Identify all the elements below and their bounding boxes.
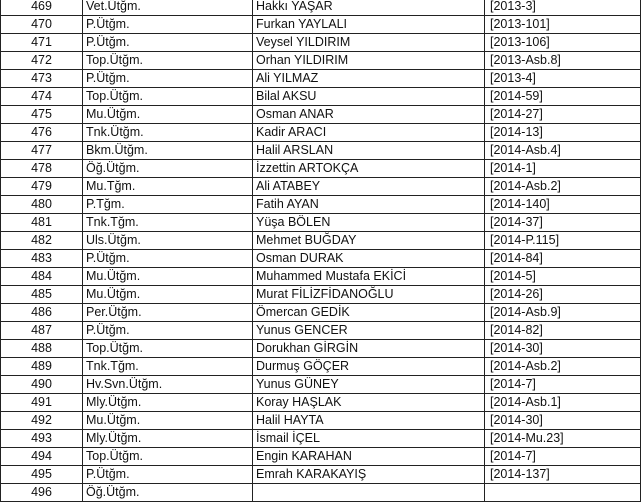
code-cell: [2014-84] xyxy=(485,250,641,268)
name-cell: Fatih AYAN xyxy=(253,196,485,214)
table-row xyxy=(1,484,641,502)
code-cell: [2014-37] xyxy=(485,214,641,232)
rank-cell: P.Tğm. xyxy=(83,196,253,214)
name-cell: Ali ATABEY xyxy=(253,178,485,196)
row-number: 474 xyxy=(1,88,83,106)
rank-cell: Mu.Tğm. xyxy=(83,178,253,196)
table-row xyxy=(1,448,641,466)
code-cell: [2014-5] xyxy=(485,268,641,286)
code-cell: [2014-7] xyxy=(485,448,641,466)
name-cell: Kadir ARACI xyxy=(253,124,485,142)
row-number: 478 xyxy=(1,160,83,178)
rank-cell: Tnk.Tğm. xyxy=(83,214,253,232)
rank-cell: Mly.Ütğm. xyxy=(83,430,253,448)
rank-cell: Hv.Svn.Ütğm. xyxy=(83,376,253,394)
rank-cell: Mu.Ütğm. xyxy=(83,106,253,124)
name-cell: Yüşa BÖLEN xyxy=(253,214,485,232)
rank-cell: Vet.Ütğm. xyxy=(83,0,253,16)
code-cell: [2014-Asb.1] xyxy=(485,394,641,412)
rank-cell: Tnk.Tğm. xyxy=(83,358,253,376)
row-number: 477 xyxy=(1,142,83,160)
code-cell: [2014-26] xyxy=(485,286,641,304)
row-number: 495 xyxy=(1,466,83,484)
code-cell: [2014-30] xyxy=(485,412,641,430)
code-cell: [2014-P.115] xyxy=(485,232,641,250)
rank-cell: Per.Ütğm. xyxy=(83,304,253,322)
code-cell: [2014-13] xyxy=(485,124,641,142)
rank-cell: P.Ütğm. xyxy=(83,322,253,340)
rank-cell: P.Ütğm. xyxy=(83,16,253,34)
rank-cell: Top.Ütğm. xyxy=(83,340,253,358)
row-number: 494 xyxy=(1,448,83,466)
rank-cell: P.Ütğm. xyxy=(83,70,253,88)
code-cell: [2013-101] xyxy=(485,16,641,34)
row-number: 479 xyxy=(1,178,83,196)
row-number: 476 xyxy=(1,124,83,142)
table-body xyxy=(1,0,641,502)
rank-cell: Bkm.Ütğm. xyxy=(83,142,253,160)
name-cell: İzzettin ARTOKÇA xyxy=(253,160,485,178)
code-cell: [2014-30] xyxy=(485,340,641,358)
rank-cell: Uls.Ütğm. xyxy=(83,232,253,250)
row-number: 472 xyxy=(1,52,83,70)
row-number: 487 xyxy=(1,322,83,340)
code-cell: [2013-3] xyxy=(485,0,641,16)
row-number: 490 xyxy=(1,376,83,394)
name-cell: Furkan YAYLALI xyxy=(253,16,485,34)
table-row xyxy=(1,412,641,430)
table-row xyxy=(1,160,641,178)
rank-cell: Mu.Ütğm. xyxy=(83,412,253,430)
code-cell: [2013-Asb.8] xyxy=(485,52,641,70)
table-row xyxy=(1,394,641,412)
table-row xyxy=(1,430,641,448)
name-cell: Engin KARAHAN xyxy=(253,448,485,466)
table-row xyxy=(1,106,641,124)
row-number: 471 xyxy=(1,34,83,52)
table-row xyxy=(1,268,641,286)
name-cell: Orhan YILDIRIM xyxy=(253,52,485,70)
table-row xyxy=(1,340,641,358)
table-row xyxy=(1,304,641,322)
name-cell xyxy=(253,484,485,502)
name-cell: İsmail İÇEL xyxy=(253,430,485,448)
table-row xyxy=(1,142,641,160)
table-row xyxy=(1,466,641,484)
code-cell: [2014-27] xyxy=(485,106,641,124)
code-cell: [2014-1] xyxy=(485,160,641,178)
row-number: 482 xyxy=(1,232,83,250)
table-row xyxy=(1,0,641,16)
row-number: 470 xyxy=(1,16,83,34)
row-number: 492 xyxy=(1,412,83,430)
table-row xyxy=(1,250,641,268)
table-row xyxy=(1,322,641,340)
code-cell: [2014-Asb.4] xyxy=(485,142,641,160)
code-cell: [2014-140] xyxy=(485,196,641,214)
row-number: 486 xyxy=(1,304,83,322)
name-cell: Mehmet BUĞDAY xyxy=(253,232,485,250)
rank-cell: Mu.Ütğm. xyxy=(83,286,253,304)
row-number: 469 xyxy=(1,0,83,16)
table-row xyxy=(1,196,641,214)
row-number: 475 xyxy=(1,106,83,124)
row-number: 489 xyxy=(1,358,83,376)
name-cell: Osman ANAR xyxy=(253,106,485,124)
name-cell: Emrah KARAKAYIŞ xyxy=(253,466,485,484)
name-cell: Bilal AKSU xyxy=(253,88,485,106)
rank-cell: Mu.Ütğm. xyxy=(83,268,253,286)
name-cell: Halil HAYTA xyxy=(253,412,485,430)
row-number: 480 xyxy=(1,196,83,214)
code-cell: [2013-106] xyxy=(485,34,641,52)
name-cell: Koray HAŞLAK xyxy=(253,394,485,412)
row-number: 481 xyxy=(1,214,83,232)
code-cell: [2014-Mu.23] xyxy=(485,430,641,448)
name-cell: Muhammed Mustafa EKİCİ xyxy=(253,268,485,286)
table-row xyxy=(1,178,641,196)
code-cell xyxy=(485,484,641,502)
name-cell: Hakkı YAŞAR xyxy=(253,0,485,16)
code-cell: [2014-Asb.2] xyxy=(485,178,641,196)
rank-cell: Tnk.Ütğm. xyxy=(83,124,253,142)
name-cell: Ömercan GEDİK xyxy=(253,304,485,322)
code-cell: [2013-4] xyxy=(485,70,641,88)
table-row xyxy=(1,376,641,394)
table-row xyxy=(1,286,641,304)
table-row xyxy=(1,34,641,52)
row-number: 484 xyxy=(1,268,83,286)
name-cell: Halil ARSLAN xyxy=(253,142,485,160)
code-cell: [2014-137] xyxy=(485,466,641,484)
row-number: 485 xyxy=(1,286,83,304)
table-row xyxy=(1,358,641,376)
rank-cell: P.Ütğm. xyxy=(83,34,253,52)
row-number: 496 xyxy=(1,484,83,502)
rank-cell: Mly.Ütğm. xyxy=(83,394,253,412)
table-row xyxy=(1,214,641,232)
table-row xyxy=(1,70,641,88)
rank-cell: Top.Ütğm. xyxy=(83,88,253,106)
row-number: 483 xyxy=(1,250,83,268)
code-cell: [2014-Asb.2] xyxy=(485,358,641,376)
name-cell: Durmuş GÖÇER xyxy=(253,358,485,376)
row-number: 473 xyxy=(1,70,83,88)
rank-cell: Top.Ütğm. xyxy=(83,52,253,70)
rank-cell: Top.Ütğm. xyxy=(83,448,253,466)
rank-cell: Öğ.Ütğm. xyxy=(83,160,253,178)
table-row xyxy=(1,124,641,142)
name-cell: Murat FİLİZFİDANOĞLU xyxy=(253,286,485,304)
code-cell: [2014-82] xyxy=(485,322,641,340)
name-cell: Yunus GÜNEY xyxy=(253,376,485,394)
code-cell: [2014-7] xyxy=(485,376,641,394)
table-row xyxy=(1,88,641,106)
code-cell: [2014-Asb.9] xyxy=(485,304,641,322)
name-cell: Yunus GENCER xyxy=(253,322,485,340)
name-cell: Dorukhan GİRGİN xyxy=(253,340,485,358)
row-number: 491 xyxy=(1,394,83,412)
row-number: 488 xyxy=(1,340,83,358)
rank-cell: P.Ütğm. xyxy=(83,466,253,484)
rank-cell: P.Ütğm. xyxy=(83,250,253,268)
table-row xyxy=(1,232,641,250)
rank-cell: Öğ.Ütğm. xyxy=(83,484,253,502)
table-row xyxy=(1,16,641,34)
code-cell: [2014-59] xyxy=(485,88,641,106)
row-number: 493 xyxy=(1,430,83,448)
name-cell: Osman DURAK xyxy=(253,250,485,268)
name-cell: Ali YILMAZ xyxy=(253,70,485,88)
name-cell: Veysel YILDIRIM xyxy=(253,34,485,52)
table-row xyxy=(1,52,641,70)
